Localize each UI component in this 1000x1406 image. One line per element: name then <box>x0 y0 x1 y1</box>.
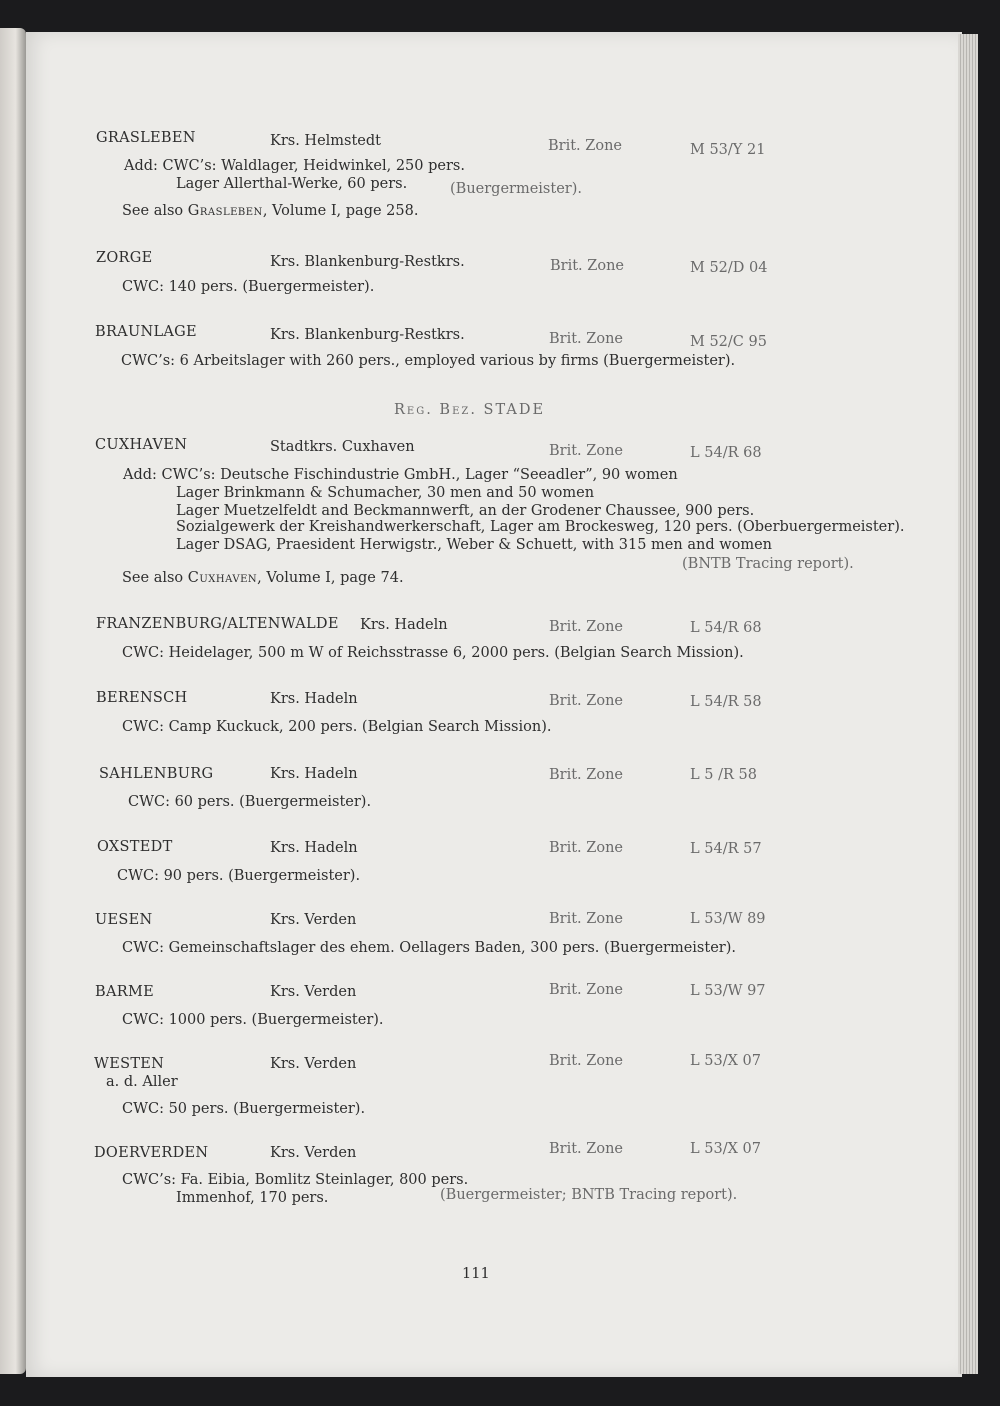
page-number: 111 <box>462 1266 490 1282</box>
entry-line: Lager DSAG, Praesident Herwigstr., Weber & Schuett, with 315 men and women <box>176 537 773 553</box>
entry-line: CWC: 140 pers. (Buergermeister). <box>122 279 375 295</box>
entry-district: Krs. Hadeln <box>270 691 358 707</box>
entry-line: CWC: 60 pers. (Buergermeister). <box>128 794 372 810</box>
entry-place: CUXHAVEN <box>95 437 188 453</box>
entry-ref: L 53/X 07 <box>690 1141 761 1157</box>
entry-zone: Brit. Zone <box>549 331 623 347</box>
entry-district: Krs. Verden <box>270 1145 357 1161</box>
entry-ref: L 54/R 68 <box>690 620 762 636</box>
entry-district: Stadtkrs. Cuxhaven <box>270 439 415 455</box>
entry-line: Sozialgewerk der Kreishandwerkerschaft, Lager am Brockesweg, 120 pers. (Oberbuergermeister). <box>176 519 905 535</box>
entry-ref: M 52/C 95 <box>690 334 767 350</box>
section-heading: Reg. Bez. STADE <box>394 402 546 418</box>
entry-line: CWC’s: Fa. Eibia, Bomlitz Steinlager, 800 pers. <box>122 1172 469 1188</box>
entry-district: Krs. Blankenburg-Restkrs. <box>270 327 465 343</box>
entry-place: BRAUNLAGE <box>95 324 197 340</box>
entry-place: WESTEN <box>94 1056 165 1072</box>
left-page-edge <box>0 28 26 1374</box>
entry-ref: L 53/W 89 <box>690 911 766 927</box>
entry-ref: L 54/R 57 <box>690 841 762 857</box>
entry-line: Lager Muetzelfeldt and Beckmannwerft, an der Grodener Chaussee, 900 pers. <box>176 503 755 519</box>
entry-line: CWC’s: 6 Arbeitslager with 260 pers., employed various by firms (Buergermeister). <box>121 353 736 369</box>
entry-line: CWC: Camp Kuckuck, 200 pers. (Belgian Search Mission). <box>122 719 552 735</box>
entry-source: (Buergermeister; BNTB Tracing report). <box>440 1187 738 1203</box>
entry-zone: Brit. Zone <box>549 911 623 927</box>
entry-place: SAHLENBURG <box>99 766 214 782</box>
entry-line: Add: CWC’s: Deutsche Fischindustrie GmbH., Lager “Seeadler”, 90 women <box>123 467 678 483</box>
entry-line: CWC: 50 pers. (Buergermeister). <box>122 1101 366 1117</box>
entry-district: Krs. Blankenburg-Restkrs. <box>270 254 465 270</box>
entry-zone: Brit. Zone <box>549 982 623 998</box>
entry-ref: L 54/R 68 <box>690 445 762 461</box>
entry-district: Krs. Verden <box>270 912 357 928</box>
entry-ref: L 53/W 97 <box>690 983 766 999</box>
entry-zone: Brit. Zone <box>549 693 623 709</box>
entry-line: CWC: 90 pers. (Buergermeister). <box>117 868 361 884</box>
entry-ref: L 5 /R 58 <box>690 767 757 783</box>
entry-line: Lager Allerthal-Werke, 60 pers. <box>176 176 408 192</box>
entry-place: UESEN <box>95 912 153 928</box>
entry-ref: L 54/R 58 <box>690 694 762 710</box>
entry-ref: L 53/X 07 <box>690 1053 761 1069</box>
entry-place: ZORGE <box>96 250 153 266</box>
see-also: See also Grasleben, Volume I, page 258. <box>122 203 419 219</box>
entry-line: CWC: Gemeinschaftslager des ehem. Oellagers Baden, 300 pers. (Buergermeister). <box>122 940 736 956</box>
entry-district: Krs. Hadeln <box>360 617 448 633</box>
entry-line: Lager Brinkmann & Schumacher, 30 men and 50 women <box>176 485 595 501</box>
entry-district: Krs. Hadeln <box>270 766 358 782</box>
entry-zone: Brit. Zone <box>549 1053 623 1069</box>
entry-zone: Brit. Zone <box>550 258 624 274</box>
entry-zone: Brit. Zone <box>549 443 623 459</box>
entry-ref: M 52/D 04 <box>690 260 768 276</box>
entry-line: Add: CWC’s: Waldlager, Heidwinkel, 250 pers. <box>124 158 465 174</box>
entry-zone: Brit. Zone <box>549 840 623 856</box>
entry-line: CWC: Heidelager, 500 m W of Reichsstrasse 6, 2000 pers. (Belgian Search Mission). <box>122 645 744 661</box>
entry-place: OXSTEDT <box>97 839 173 855</box>
entry-district: Krs. Helmstedt <box>270 133 381 149</box>
entry-place: BERENSCH <box>96 690 188 706</box>
entry-zone: Brit. Zone <box>549 619 623 635</box>
entry-district: Krs. Verden <box>270 1056 357 1072</box>
entry-place: BARME <box>95 984 154 1000</box>
entry-place: GRASLEBEN <box>96 130 196 146</box>
entry-zone: Brit. Zone <box>549 1141 623 1157</box>
entry-place-suffix: a. d. Aller <box>106 1074 178 1090</box>
entry-ref: M 53/Y 21 <box>690 142 766 158</box>
see-also: See also Cuxhaven, Volume I, page 74. <box>122 570 404 586</box>
entry-line: CWC: 1000 pers. (Buergermeister). <box>122 1012 384 1028</box>
entry-district: Krs. Hadeln <box>270 840 358 856</box>
entry-district: Krs. Verden <box>270 984 357 1000</box>
entry-place: FRANZENBURG/ALTENWALDE <box>96 616 339 632</box>
entry-zone: Brit. Zone <box>549 767 623 783</box>
entry-line: Immenhof, 170 pers. <box>176 1190 329 1206</box>
entry-place: DOERVERDEN <box>94 1145 209 1161</box>
page-edges <box>958 34 978 1374</box>
entry-source: (Buergermeister). <box>450 181 582 197</box>
entry-source: (BNTB Tracing report). <box>682 556 854 572</box>
entry-zone: Brit. Zone <box>548 138 622 154</box>
